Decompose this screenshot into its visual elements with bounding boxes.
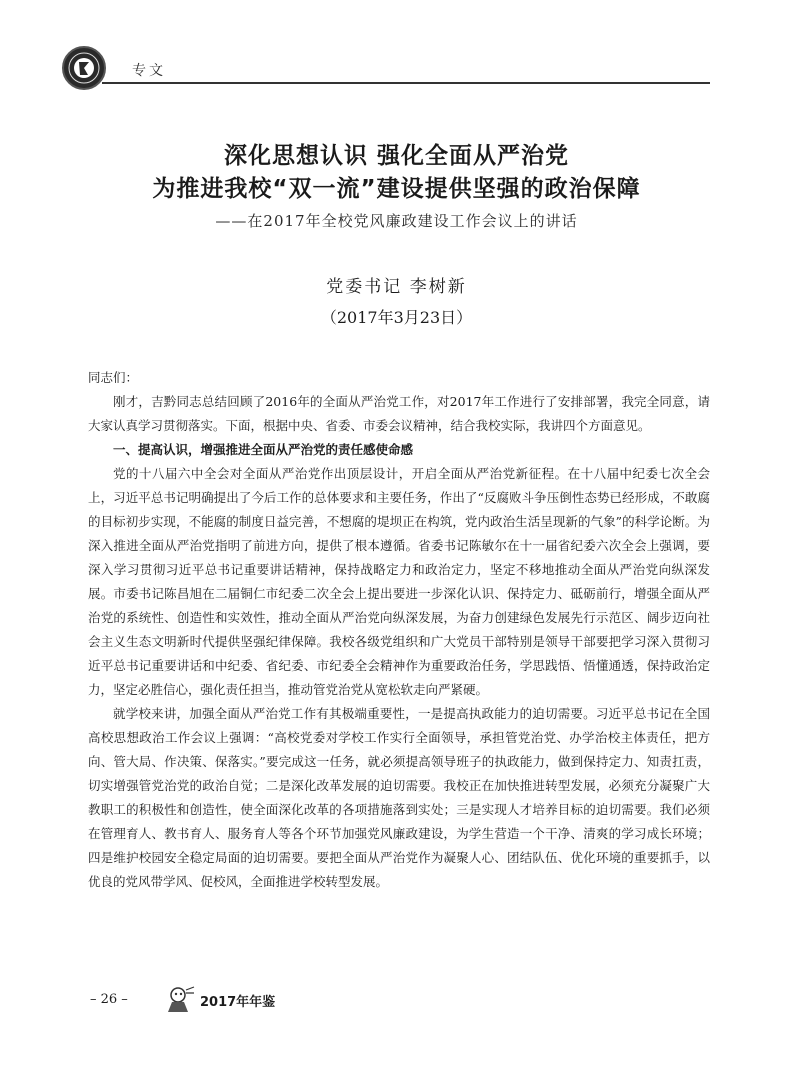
section-heading-1: 一、提高认识，增强推进全面从严治党的责任感使命感 [113, 442, 414, 457]
page-number: – 26 – [90, 992, 128, 1007]
article-subtitle: ——在2017年全校党风廉政建设工作会议上的讲话 [215, 212, 578, 230]
university-seal-icon [62, 46, 106, 90]
paragraph-intro: 刚才，吉黔同志总结回顾了2016年的全面从严治党工作，对2017年工作进行了安排部署，我完全同意，请大家认真学习贯彻落实。下面，根据中央、省委、市委会议精神，结合我校实际，我讲四个方面意见。 [88, 394, 710, 433]
paragraph-3: 就学校来讲，加强全面从严治党工作有其极端重要性，一是提高执政能力的迫切需要。习近平总书记在全国高校思想政治工作会议上强调：“高校党委对学校工作实行全面领导，承担管党治党、办学治校主体责任，把方向、管大局、作决策、保落实。”要完成这一任务，就必须提高领导班子的执政能力，做到保持定力、知责扛责，切实增强管党治党的政治自觉；二是深化改革发展的迫切需要。我校正在加快推进转型发展，必须充分凝聚广大教职工的积极性和创造性，使全面深化改革的各项措施落到实处；三是实现人才培养目标的迫切需要。我们必须在管理育人、教书育人、服务育人等各个环节加强党风廉政建设，为学生营造一个干净、清爽的学习成长环境；四是维护校园安全稳定局面的迫切需要。要把全面从严治党作为凝聚人心、团结队伍、优化环境的重要抓手，以优良的党风带学风、促校风，全面推进学校转型发展。 [88, 706, 710, 889]
header-divider [102, 82, 710, 84]
article-title-line-2: 为推进我校“双一流”建设提供坚强的政治保障 [152, 176, 641, 202]
paragraph-2: 党的十八届六中全会对全面从严治党作出顶层设计，开启全面从严治党新征程。在十八届中纪委七次全会上，习近平总书记明确提出了今后工作的总体要求和主要任务，作出了“反腐败斗争压倒性态势已经形成，不敢腐的目标初步实现，不能腐的制度日益完善，不想腐的堤坝正在构筑，党内政治生活呈现新的气象”的科学论断。为深入推进全面从严治党指明了前进方向，提供了根本遵循。省委书记陈敏尔在十一届省纪委六次全会上强调，要深入学习贯彻习近平总书记重要讲话精神，保持战略定力和政治定力，坚定不移地推动全面从严治党向纵深发展。市委书记陈昌旭在二届铜仁市纪委二次全会上提出要进一步深化认识、保持定力、砥砺前行，增强全面从严治党的系统性、创造性和实效性，推动全面从严治党向纵深发展，为奋力创建绿色发展先行示范区、阔步迈向社会主义生态文明新时代提供坚强纪律保障。我校各级党组织和广大党员干部特别是领导干部要把学习深入贯彻习近平总书记重要讲话和中纪委、省纪委、市纪委全会精神作为重要政治任务，学思践悟、悟懂通透，保持政治定力，坚定必胜信心，强化责任担当，推动管党治党从宽松软走向严紧硬。 [88, 466, 710, 697]
article-title-line-1: 深化思想认识 强化全面从严治党 [223, 143, 569, 169]
salutation: 同志们： [88, 370, 139, 385]
section-label: 专文 [132, 63, 166, 79]
speech-date: （2017年3月23日） [320, 308, 473, 327]
article-body [88, 366, 710, 894]
page-header [62, 46, 710, 92]
yearbook-label: 2017年年鉴 [200, 995, 276, 1010]
mascot-icon [164, 984, 196, 1018]
page-footer [90, 990, 390, 1014]
author-line: 党委书记 李树新 [326, 277, 467, 297]
